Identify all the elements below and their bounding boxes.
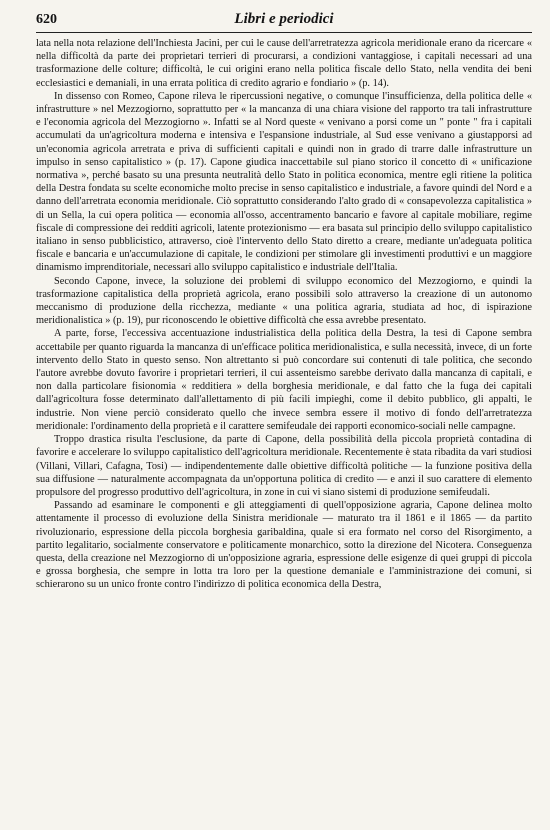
- paragraph-2: In dissenso con Romeo, Capone rileva le ripercussioni negative, o comunque l'insufficienza, della politica delle « infrastrutture » nel Mezzogiorno, soprattutto per « la mancanza di una chiara visione del rapporto tra tali infrastrutture e l'economia agricola del Mezzogiorno ». Infatti se al Nord queste « venivano a porsi come un " ponte " fra i capitali accumulati da un'agricoltura moderna e intensiva e l'espansione industriale, al Sud esse venivano a giustapporsi ad un'economia agricola arretrata e priva di sufficienti capitali e quindi non in grado di trarre dalle infrastrutture un impulso in senso capitalistico » (p. 17). Capone giudica inaccettabile sul piano storico il concetto di « unificazione normativa », perché basato su una presunta neutralità dello Stato in politica economica, mentre egli ritiene la politica della Destra fondata su scelte economiche molto precise in senso capitalistico e industriale, a favore quindi del Nord e a danno dell'arretrata economia meridionale. Ciò soprattutto considerando l'alto grado di « consapevolezza capitalistica » di un Sella, la cui opera politica — economia all'osso, accentramento bancario e favore al capitale mobiliare, regime fiscale di compressione dei redditi agricoli, latente protezionismo — era basata sul principio dello sviluppo capitalistico italiano in senso pubblicistico, attraverso, cioè l'intervento dello Stato diretto a creare, mediante un'adeguata politica fiscale e bancaria e un'accumulazione di capitale, le condizioni per stimolare gli investimenti produttivi e un maggiore dinamismo imprenditoriale, necessari allo sviluppo capitalistico e industriale dell'Italia.: [36, 90, 532, 274]
- page-header: [36, 10, 532, 33]
- paragraph-3: Secondo Capone, invece, la soluzione dei problemi di sviluppo economico del Mezzogiorno, e quindi la trasformazione capitalistica della proprietà agricola, erano possibili solo attraverso la creazione di un autonomo meccanismo di produzione della ricchezza, mediante « una politica agraria, studiata ad hoc, di ispirazione meridionalistica » (p. 19), pur riconoscendo le obiettive difficoltà che essa avrebbe presentato.: [36, 275, 532, 327]
- paragraph-6: Passando ad esaminare le componenti e gli atteggiamenti di quell'opposizione agraria, Capone delinea molto attentamente il processo di evoluzione della Sinistra meridionale — maturato tra il 1861 e il 1865 — da partito rivoluzionario, espressione della piccola borghesia garibaldina, quale si era formato nel corso del Risorgimento, a partito legalitario, socialmente conservatore e politicamente monarchico, sotto la direzione del Nicotera. Conseguenza questa, della creazione nel Mezzogiorno di un'opposizione agraria, espressione delle esigenze di quei gruppi di piccola e grossa borghesia, che sempre in lotta tra loro per la questione demaniale e l'amministrazione dei comuni, si schierarono su un unico fronte contro l'indirizzo di politica economica della Destra,: [36, 500, 532, 591]
- paragraph-5: Troppo drastica risulta l'esclusione, da parte di Capone, della possibilità della piccola proprietà contadina di favorire e accelerare lo sviluppo capitalistico dell'agricoltura meridionale. Recentemente è stata ribadita da vari studiosi (Villani, Villari, Cafagna, Tosi) — indipendentemente dalle obiettive difficoltà politiche — la funzione positiva della sua diffusione — naturalmente accompagnata da un'opportuna politica di credito — e anzi il suo carattere di elemento propulsore del progresso produttivo dell'agricoltura, in zone in cui vi siano sistemi di produzione semifeudali.: [36, 434, 532, 498]
- paragraph-4: A parte, forse, l'eccessiva accentuazione industrialistica della politica della Destra, la tesi di Capone sembra accettabile per quanto riguarda la mancanza di un'efficace politica meridionalistica, e sulla necessità, invece, di un forte intervento dello Stato in questo senso. Non altrettanto si può concordare sui contenuti di tale politica, che secondo l'autore avrebbe dovuto favorire i proprietari terrieri, il cui assenteismo sarebbe derivato dalla mancanza di capitali, e non dalla particolare fisionomia « redditiera » della borghesia meridionale, e dal fatto che la fuga dei capitali dall'agricoltura fosse determinato dall'allettamento di più facili impieghi, come il debito pubblico, gli appalti, le industrie. Non viene perciò considerato quello che invece sembra essere il motivo di fondo dell'arretratezza meridionale: l'ordinamento della proprietà e il carattere semifeudale dei rapporti economico-sociali nelle campagne.: [36, 328, 532, 432]
- page-number: 620: [36, 12, 57, 27]
- running-title: Libri e periodici: [234, 11, 334, 27]
- paragraph-1: lata nella nota relazione dell'Inchiesta Jacini, per cui le cause dell'arretratezza agricola meridionale erano da ricercare « nella difficoltà da parte dei proprietari terrieri di procurarsi, a condizioni vantaggiose, i capitali necessari ad una trasformazione delle colture; difficoltà, le cui origini erano nella politica fiscale dello Stato, nella vendita dei beni ecclesiastici e demaniali, in una errata politica di credito agrario e fondiario » (p. 14).: [36, 38, 532, 89]
- article-body: [36, 37, 532, 592]
